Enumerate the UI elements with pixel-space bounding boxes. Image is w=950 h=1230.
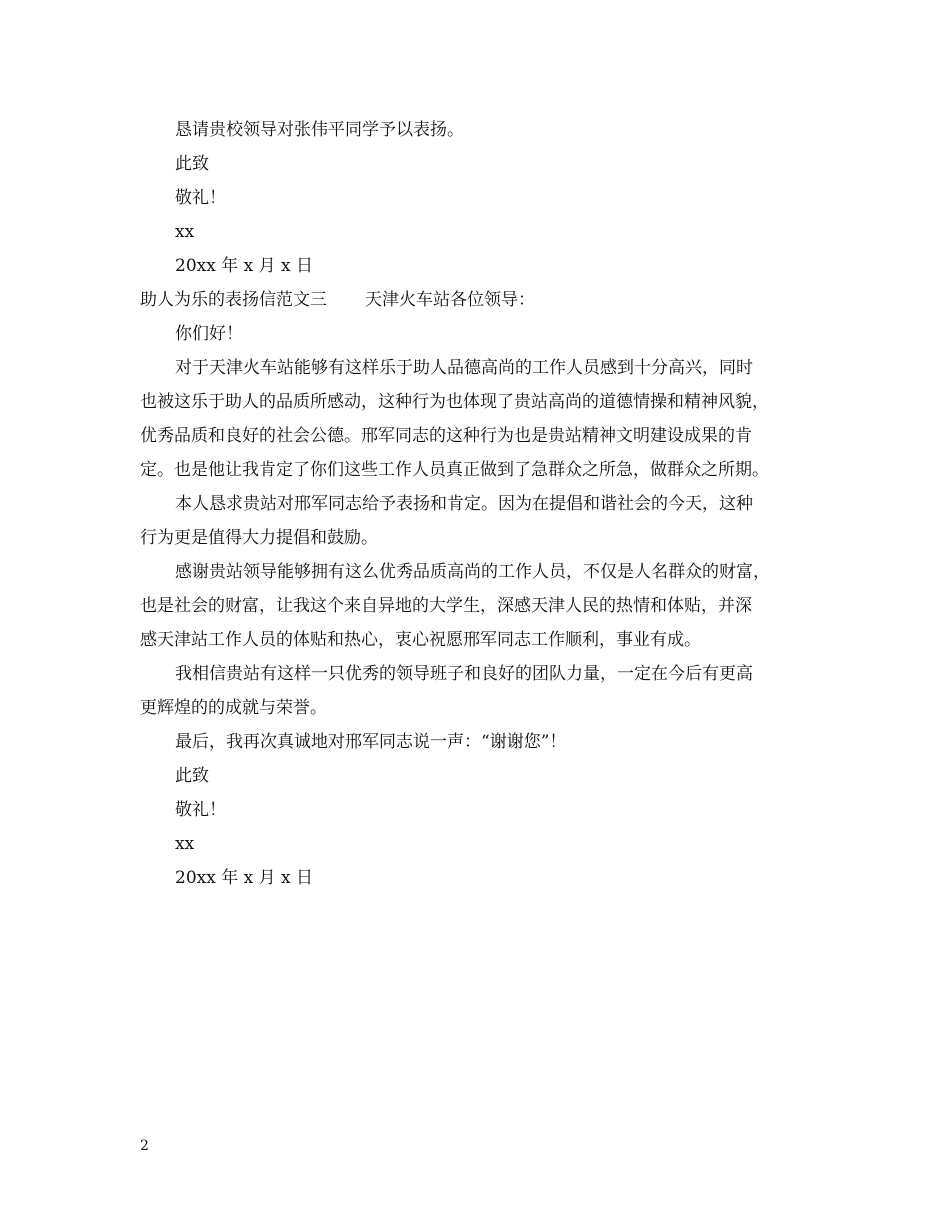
page-number: 2 [140,1138,149,1154]
body-line: 行为更是值得大力提倡和鼓励。 [140,528,378,548]
greeting: 你们好！ [175,324,243,344]
closing-regards: 敬礼！ [175,188,226,208]
body-line: 优秀品质和良好的社会公德。邢军同志的这种行为也是贵站精神文明建设成果的肯 [140,426,752,446]
closing-salutation: 此致 [175,766,209,786]
document-page [140,113,835,895]
body-line: 也是社会的财富，让我这个来自异地的大学生，深感天津人民的热情和体贴，并深 [140,596,752,616]
body-line: 对于天津火车站能够有这样乐于助人品德高尚的工作人员感到十分高兴，同时 [175,358,753,378]
closing-regards: 敬礼！ [175,800,226,820]
body-line: 最后，我再次真诚地对邢军同志说一声：“谢谢您”！ [175,732,567,752]
body-line: 本人恳求贵站对邢军同志给予表扬和肯定。因为在提倡和谐社会的今天，这种 [175,494,753,514]
section-title: 助人为乐的表扬信范文三 [140,290,327,310]
body-line: 感天津站工作人员的体贴和热心，衷心祝愿邢军同志工作顺利，事业有成。 [140,630,701,650]
recipient-salutation: 天津火车站各位领导： [365,290,535,310]
body-line: 也被这乐于助人的品质所感动，这种行为也体现了贵站高尚的道德情操和精神风貌， [140,392,769,412]
signature: xx [175,834,195,854]
date: 20xx 年 x 月 x 日 [175,868,314,888]
date: 20xx 年 x 月 x 日 [175,256,314,276]
closing-request: 恳请贵校领导对张伟平同学予以表扬。 [175,120,464,140]
signature: xx [175,222,195,242]
body-line: 定。也是他让我肯定了你们这些工作人员真正做到了急群众之所急，做群众之所期。 [140,460,769,480]
body-line: 更辉煌的的成就与荣誉。 [140,698,327,718]
body-line: 感谢贵站领导能够拥有这么优秀品质高尚的工作人员，不仅是人名群众的财富， [175,562,770,582]
body-line: 我相信贵站有这样一只优秀的领导班子和良好的团队力量，一定在今后有更高 [175,664,753,684]
closing-salutation: 此致 [175,154,209,174]
letter-heading [140,283,835,317]
